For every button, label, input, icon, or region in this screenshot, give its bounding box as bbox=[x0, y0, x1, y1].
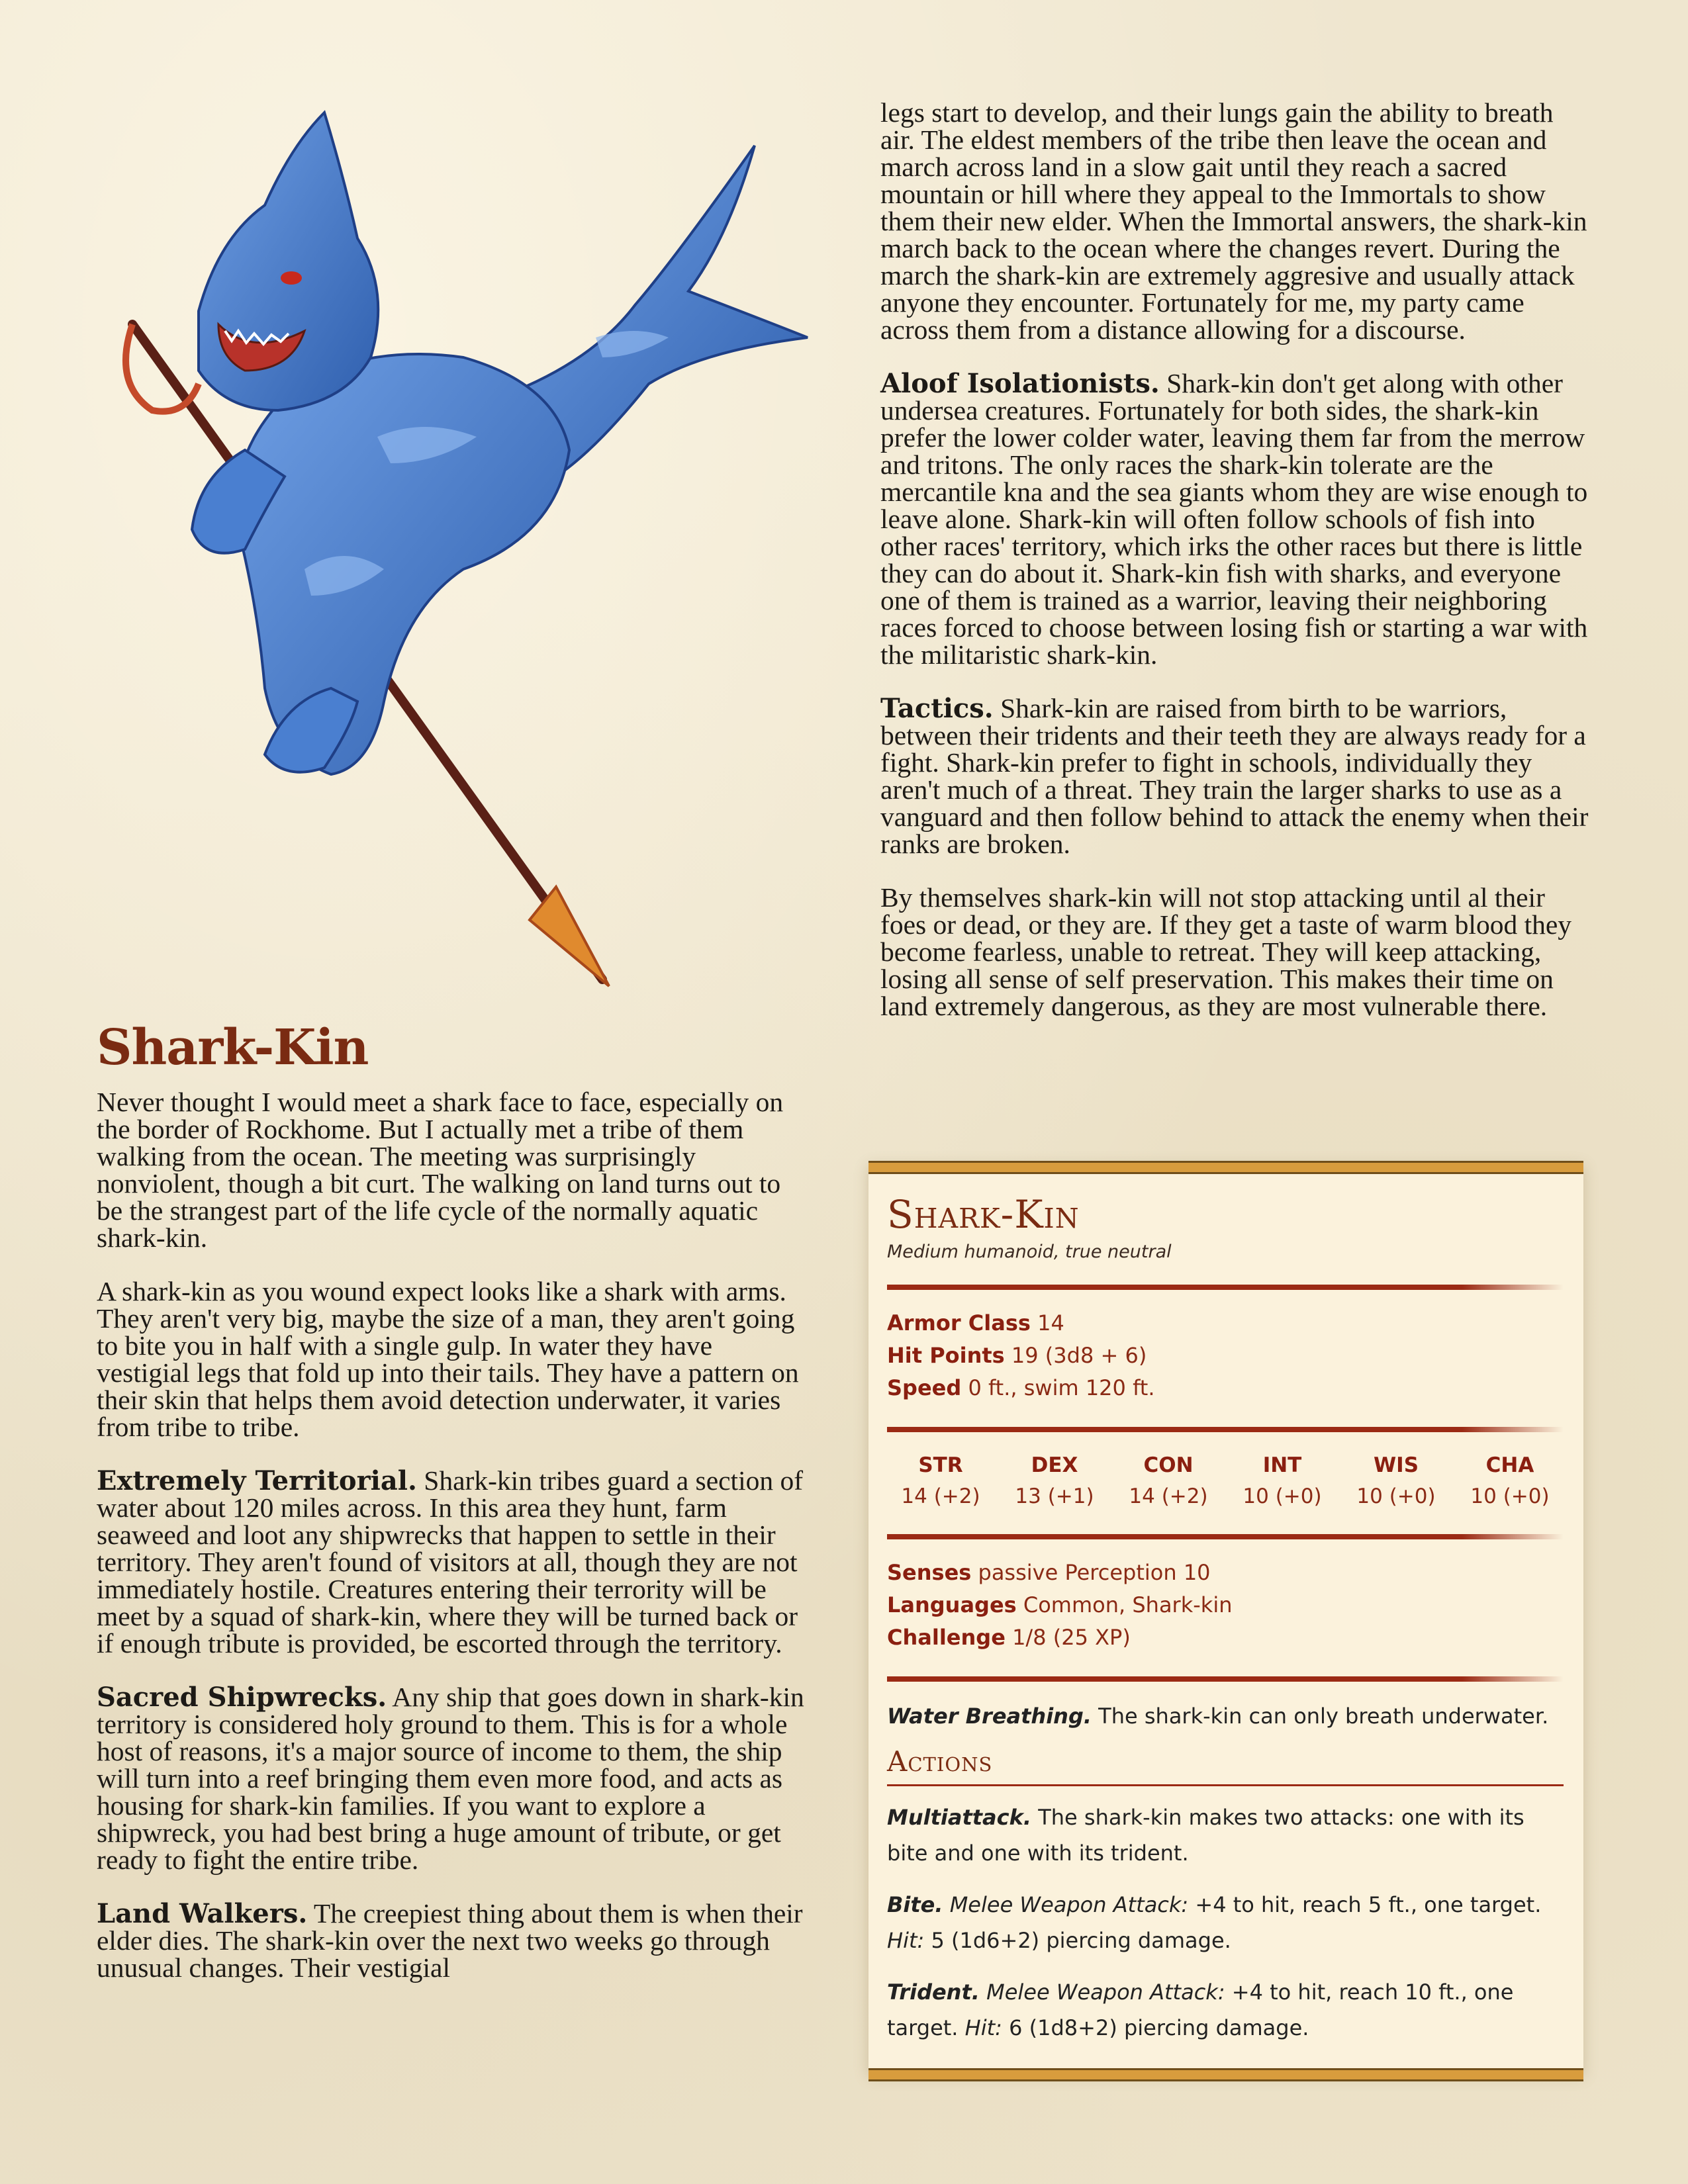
stat-block-type: Medium humanoid, true neutral bbox=[887, 1241, 1172, 1262]
territorial-title: Extremely Territorial. bbox=[97, 1465, 417, 1496]
speed: Speed 0 ft., swim 120 ft. bbox=[887, 1375, 1155, 1400]
aloof-isolationists-title: Aloof Isolationists. bbox=[880, 368, 1160, 399]
tactics-paragraph bbox=[880, 695, 1589, 858]
closing-paragraph: By themselves shark-kin will not stop attacking until al their foes or dead, or they are. If they get a taste of warm blood they become fearless, unable to retreat. They will keep attacking, losing all sense of self preservation. This makes their time on land extremely dangerous, as they are most vulnerable there. bbox=[880, 882, 1572, 1021]
stat-block-bottom-bar bbox=[868, 2068, 1583, 2081]
right-column bbox=[880, 99, 1589, 1046]
stat-block-name: Shark-Kin bbox=[887, 1192, 1080, 1237]
aloof-isolationists-text: Shark-kin don't get along with other undersea creatures. Fortunately for both sides, the shark-kin prefer the lower colder water, leaving them far from the merrow and tritons. The only races the shark-kin tolerate are the mercantile kna and the sea giants whom they are wise enough to leave alone. Shark-kin will often follow schools of fish into other races' territory, which irks the other races but there is little they can do about it. Shark-kin fish with sharks, and everyone one of them is trained as a warrior, leaving their neighboring races forced to choose between losing fish or starting a war with the militaristic shark-kin. bbox=[880, 368, 1588, 670]
intro-paragraph-1: Never thought I would meet a shark face to face, especially on the border of Rockhome. But I actually met a tribe of them walking from the ocean. The meeting was surprisingly nonviolent, though a bit curt. The walking on land turns out to be the strangest part of the life cycle of the normally aquatic shark-kin. bbox=[97, 1086, 784, 1253]
land-walkers-title: Land Walkers. bbox=[97, 1897, 308, 1929]
languages: Languages Common, Shark-kin bbox=[887, 1592, 1233, 1617]
tactics-title: Tactics. bbox=[880, 693, 994, 724]
tactics-text: Shark-kin are raised from birth to be warriors, between their tridents and their teeth they are always ready for a fight. Shark-kin prefer to fight in schools, individually they aren't much of a threat. They train the larger sharks to use as a vanguard and then follow behind to attack the enemy when their ranks are broken. bbox=[880, 693, 1589, 859]
actions-divider bbox=[887, 1784, 1564, 1786]
land-walkers-paragraph bbox=[97, 1897, 812, 1983]
land-walkers-continued: legs start to develop, and their lungs gain the ability to breath air. The eldest members of the tribe then leave the ocean and march across land in a slow gait until they reach a sacred mountain or hill where they appeal to the Immortals to show them their new elder. When the Immortal answers, the shark-kin march back to the ocean where the changes revert. During the march the shark-kin are extremely aggresive and usually attack anyone they encounter. Fortunately for me, my party came across them from a distance allowing for a discourse. bbox=[880, 97, 1587, 345]
territorial-text: Shark-kin tribes guard a section of water about 120 miles across. In this area they hunt, farm seaweed and loot any shipwrecks that happen to settle in their territory. They aren't found of visitors at all, though they are not immediately hostile. Creatures entering their terrority will be meet by a squad of shark-kin, where they will be turned back or if enough tribute is provided, be escorted through the territory. bbox=[97, 1465, 804, 1659]
ability-wis: WIS 10 (+0) bbox=[1356, 1453, 1436, 1508]
stat-block-top-bar bbox=[868, 1161, 1583, 1174]
action-multiattack: Multiattack. The shark-kin makes two attacks: one with its bite and one with its trident. bbox=[887, 1804, 1524, 1866]
actions-title: Actions bbox=[887, 1745, 993, 1778]
divider bbox=[887, 1676, 1564, 1682]
action-bite: Bite. Melee Weapon Attack: +4 to hit, reach 5 ft., one target. Hit: 5 (1d6+2) piercing damage. bbox=[887, 1891, 1542, 1953]
shipwrecks-paragraph bbox=[97, 1681, 812, 1875]
ability-scores bbox=[887, 1449, 1564, 1512]
divider bbox=[887, 1427, 1564, 1432]
armor-class: Armor Class 14 bbox=[887, 1310, 1064, 1336]
left-column bbox=[97, 1019, 812, 2008]
intro-paragraph-2: A shark-kin as you wound expect looks like a shark with arms. They aren't very big, maybe the size of a man, they aren't going to bite you in half with a single gulp. In water they have vestigial legs that fold up into their tails. They have a pattern on their skin that helps them avoid detection underwater, it varies from tribe to tribe. bbox=[97, 1275, 799, 1442]
stat-block bbox=[868, 1166, 1583, 2076]
ability-str: STR 14 (+2) bbox=[901, 1453, 980, 1508]
senses: Senses passive Perception 10 bbox=[887, 1559, 1211, 1585]
ability-int: INT 10 (+0) bbox=[1243, 1453, 1322, 1508]
challenge: Challenge 1/8 (25 XP) bbox=[887, 1624, 1131, 1650]
divider bbox=[887, 1285, 1564, 1290]
action-trident: Trident. Melee Weapon Attack: +4 to hit, reach 10 ft., one target. Hit: 6 (1d8+2) piercing damage. bbox=[887, 1979, 1514, 2040]
divider bbox=[887, 1534, 1564, 1539]
ability-cha: CHA 10 (+0) bbox=[1470, 1453, 1550, 1508]
ability-con: CON 14 (+2) bbox=[1129, 1453, 1208, 1508]
land-walkers-text: The creepiest thing about them is when their elder dies. The shark-kin over the next two weeks go through unusual changes. Their vestigial bbox=[97, 1897, 803, 1983]
trait-water-breathing: Water Breathing. The shark-kin can only breath underwater. bbox=[887, 1703, 1549, 1729]
aloof-isolationists-paragraph bbox=[880, 370, 1589, 668]
territorial-paragraph bbox=[97, 1467, 812, 1657]
shipwrecks-title: Sacred Shipwrecks. bbox=[97, 1681, 387, 1713]
page-title: Shark-Kin bbox=[97, 1019, 369, 1076]
hit-points: Hit Points 19 (3d8 + 6) bbox=[887, 1342, 1147, 1368]
shipwrecks-text: Any ship that goes down in shark-kin territory is considered holy ground to them. This is for a whole host of reasons, it's a major source of income to them, the ship will turn into a reef bringing them even more food, and acts as housing for shark-kin families. If you want to explore a shipwreck, you had best bring a huge amount of tribute, or get ready to fight the entire tribe. bbox=[97, 1681, 804, 1875]
shark-kin-illustration bbox=[93, 106, 841, 1019]
ability-dex: DEX 13 (+1) bbox=[1015, 1453, 1094, 1508]
